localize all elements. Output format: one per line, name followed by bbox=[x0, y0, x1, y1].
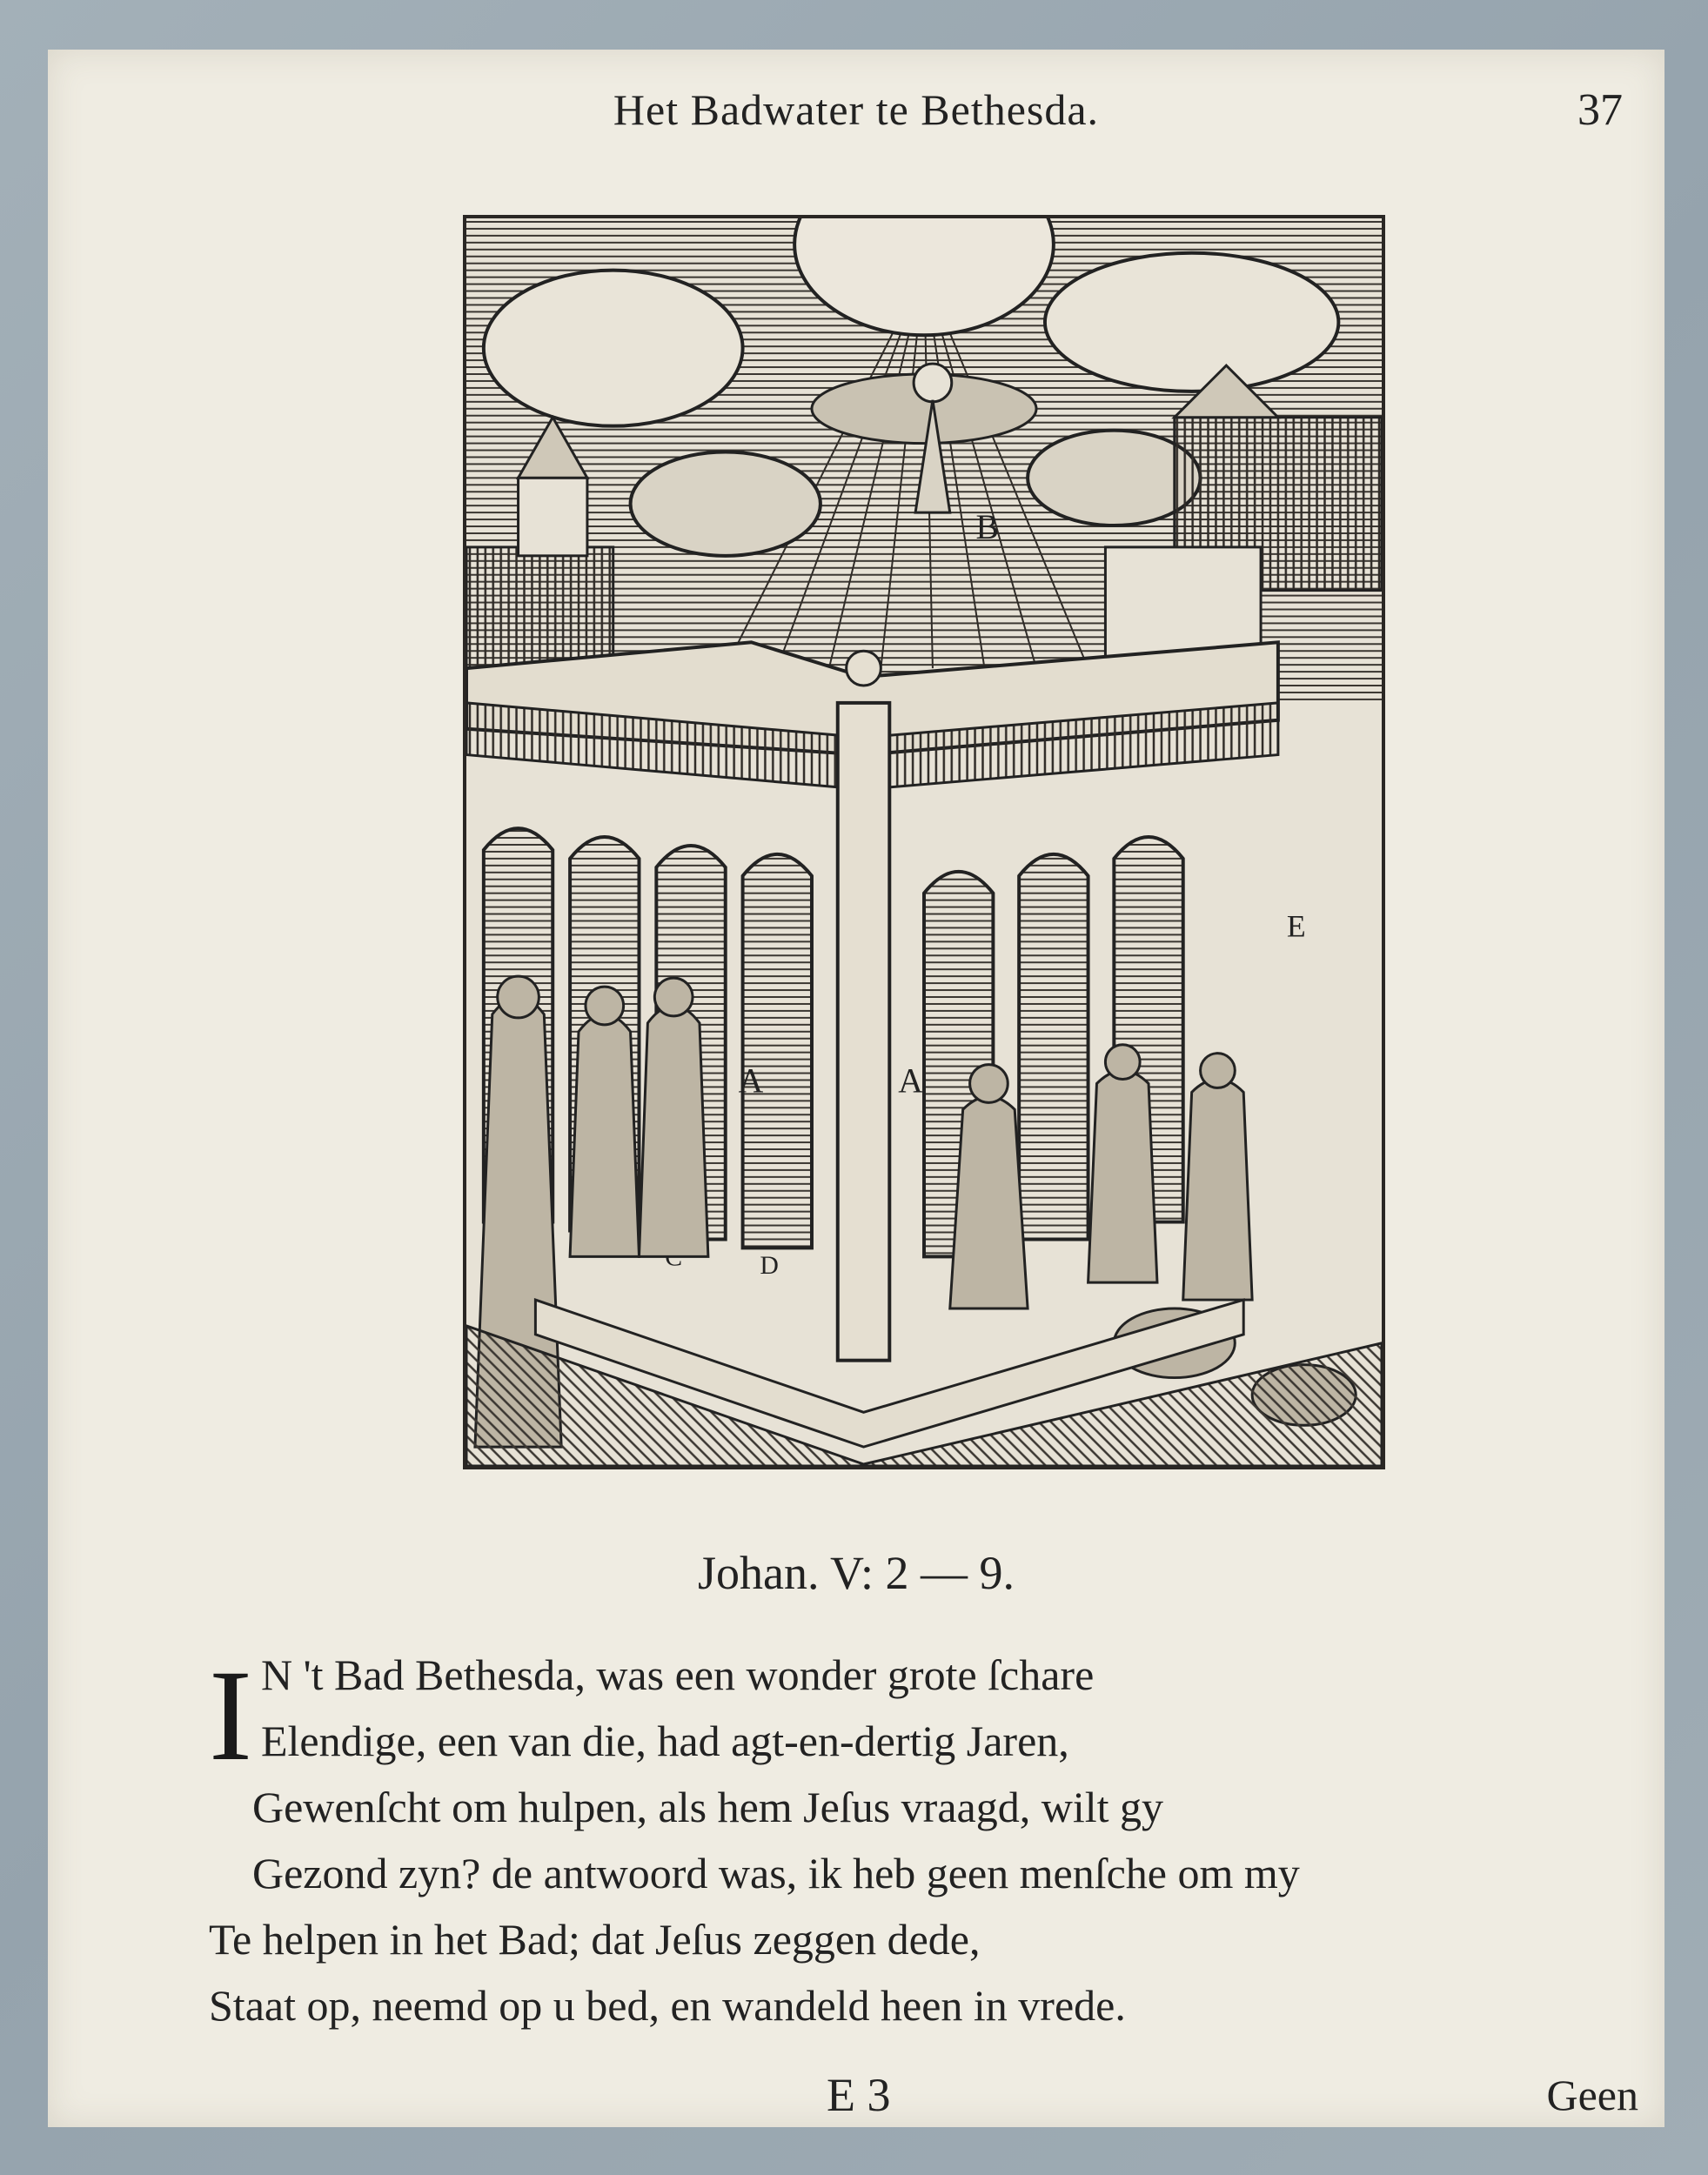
signature-mark: E 3 bbox=[827, 2069, 891, 2121]
verse-line-1: N 't Bad Bethesda, was een wonder grote ſchare bbox=[261, 1650, 1095, 1699]
drop-cap: I bbox=[209, 1643, 252, 1788]
catchword: Geen bbox=[1546, 2071, 1638, 2119]
verse-line-3: Gewenſcht om hulpen, als hem Jeſus vraagd, wilt gy bbox=[252, 1783, 1163, 1831]
verse-line-4: Gezond zyn? de antwoord was, ik heb geen menſche om my bbox=[252, 1849, 1300, 1897]
woodcut-letter-a1: A bbox=[738, 1061, 764, 1101]
woodcut-letter-b: B bbox=[975, 507, 1000, 546]
woodcut-letter-a2: A bbox=[898, 1061, 923, 1101]
woodcut-letter-d: D bbox=[760, 1251, 779, 1281]
woodcut-illustration bbox=[463, 215, 1385, 1469]
verse-line-2: Elendige, een van die, had agt-en-dertig Jaren, bbox=[261, 1717, 1069, 1765]
scripture-reference: Johan. V: 2 — 9. bbox=[698, 1547, 1015, 1599]
verse-line-6: Staat op, neemd op u bed, en wandeld heen in vrede. bbox=[209, 1981, 1126, 2030]
verse-text bbox=[209, 1642, 1636, 2038]
woodcut-pool-of-bethesda-icon bbox=[466, 218, 1382, 1466]
verse-line-5: Te helpen in het Bad; dat Jeſus zeggen dede, bbox=[209, 1915, 981, 1964]
book-page bbox=[48, 50, 1664, 2127]
page-number: 37 bbox=[1577, 85, 1623, 135]
running-head: Het Badwater te Bethesda. bbox=[613, 85, 1100, 134]
woodcut-letter-e: E bbox=[1286, 908, 1306, 944]
